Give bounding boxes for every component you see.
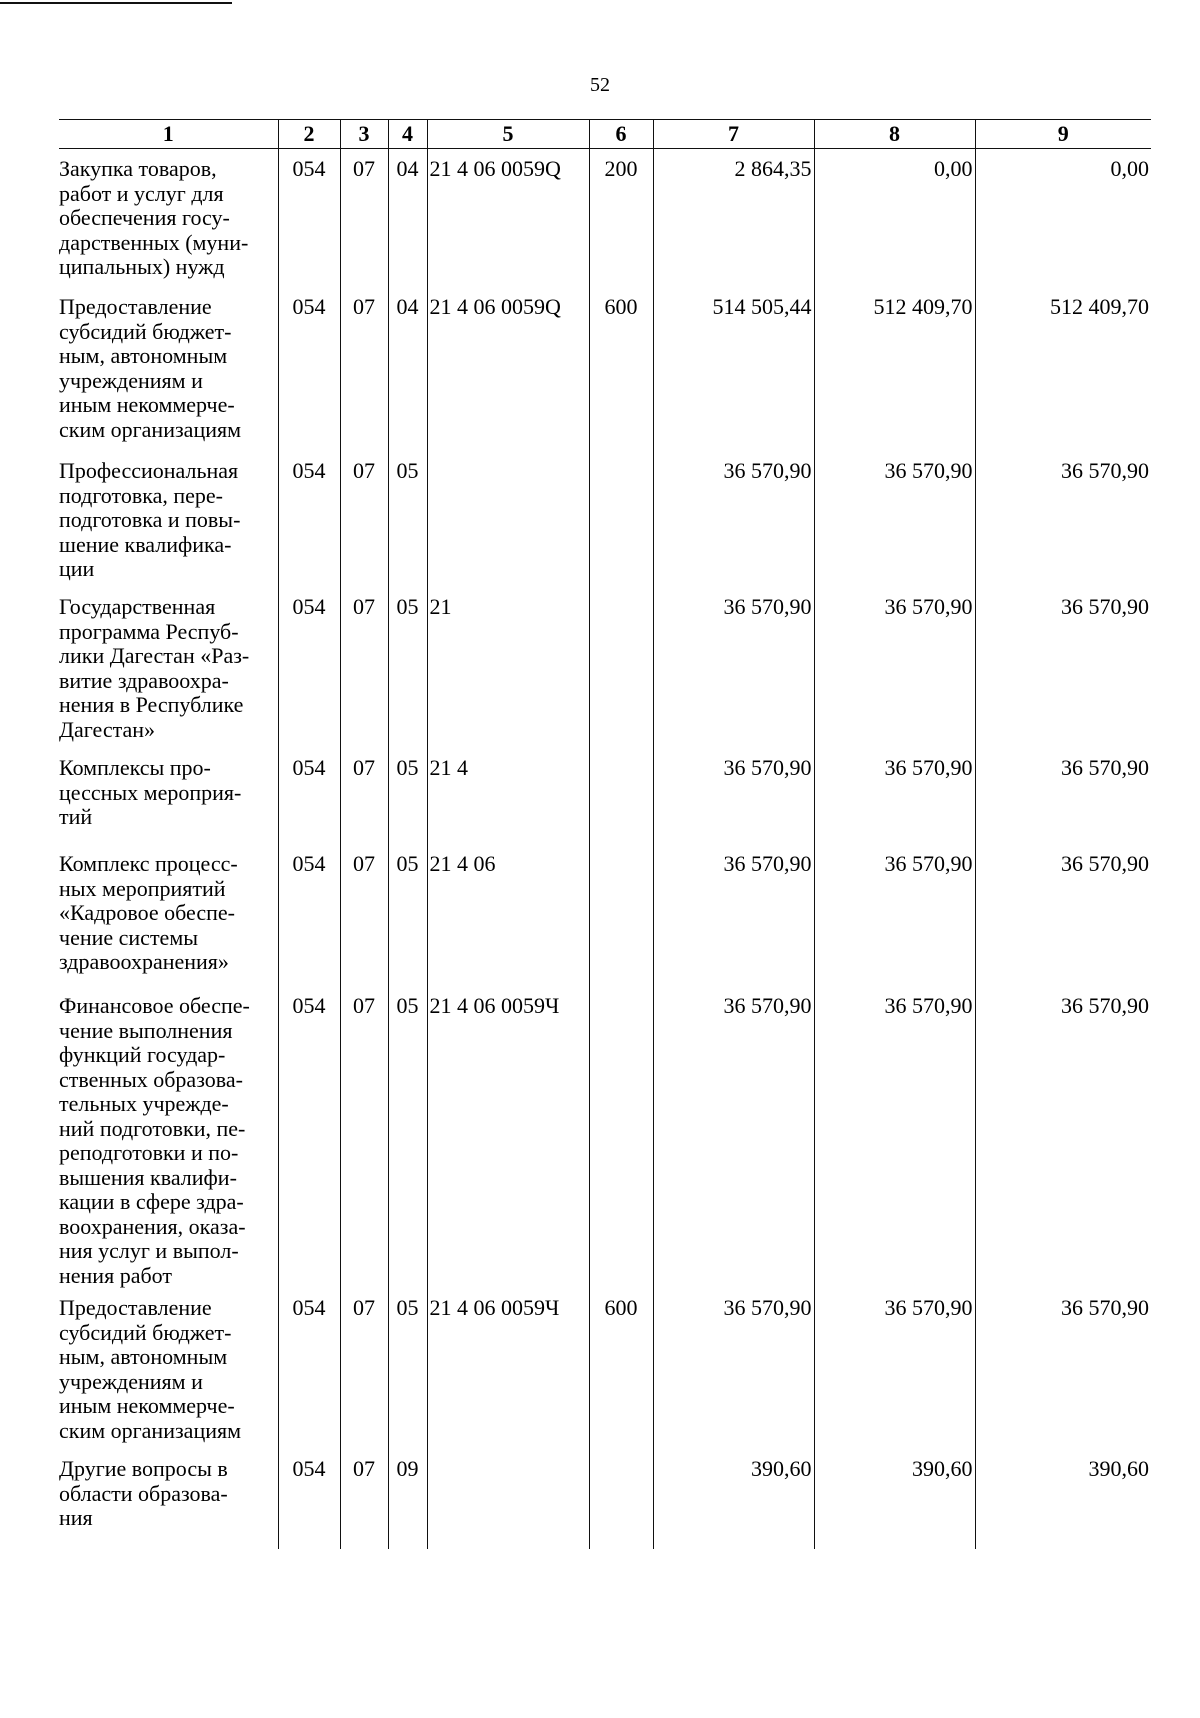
description-line: работ и услуг для <box>59 180 224 206</box>
description-line: Комплексы про- <box>59 755 211 780</box>
cell-amount-col9: 36 570,90 <box>975 986 1151 1288</box>
cell-section: 07 <box>340 986 388 1288</box>
cell-target-article: 21 4 06 0059Q <box>427 149 589 288</box>
description-line: чение системы <box>59 924 199 950</box>
description-line: тельных учрежде- <box>59 1091 229 1116</box>
description-line: кации в сфере здра- <box>59 1189 244 1214</box>
header-col-1: 1 <box>59 120 278 149</box>
header-col-2: 2 <box>278 120 340 149</box>
description-line: подготовка и повы- <box>59 507 241 532</box>
row-description <box>59 587 278 748</box>
description-line: субсидий бюджет- <box>59 1319 232 1345</box>
description-line: ний подготовки, пе- <box>59 1115 246 1141</box>
description-line: «Кадровое обеспе- <box>59 900 235 925</box>
cell-expense-type: 200 <box>589 149 653 288</box>
table-row <box>59 149 1151 288</box>
description-line: реподготовки и по- <box>59 1140 239 1165</box>
description-line: нения в Республике <box>59 692 244 717</box>
header-col-4: 4 <box>388 120 427 149</box>
cell-target-article: 21 <box>427 587 589 748</box>
description-line: воохранения, оказа- <box>59 1213 246 1239</box>
table-row <box>59 986 1151 1288</box>
table-row <box>59 451 1151 587</box>
header-col-3: 3 <box>340 120 388 149</box>
cell-expense-type: 600 <box>589 1288 653 1449</box>
table-row <box>59 1288 1151 1449</box>
cell-target-article: 21 4 06 0059Ч <box>427 986 589 1288</box>
row-description <box>59 149 278 288</box>
description-line: функций государ- <box>59 1042 226 1067</box>
description-line: ным, автономным <box>59 1344 228 1369</box>
cell-expense-type <box>589 844 653 986</box>
cell-target-article: 21 4 06 <box>427 844 589 986</box>
cell-section: 07 <box>340 451 388 587</box>
description-line: иным некоммерче- <box>59 1393 235 1418</box>
cell-subsection: 05 <box>388 844 427 986</box>
description-line: Предоставление <box>59 1295 212 1320</box>
cell-amount-col7: 36 570,90 <box>653 587 814 748</box>
table-row <box>59 587 1151 748</box>
cell-amount-col7: 2 864,35 <box>653 149 814 288</box>
cell-amount-col9: 36 570,90 <box>975 844 1151 986</box>
cell-admin-code: 054 <box>278 451 340 587</box>
cell-amount-col8: 36 570,90 <box>814 1288 975 1449</box>
cell-amount-col8: 390,60 <box>814 1449 975 1549</box>
cell-section: 07 <box>340 748 388 844</box>
description-line: Государственная <box>59 594 216 619</box>
header-col-5: 5 <box>427 120 589 149</box>
description-line: ственных образова- <box>59 1066 243 1092</box>
cell-admin-code: 054 <box>278 844 340 986</box>
description-line: Другие вопросы в <box>59 1456 228 1481</box>
cell-amount-col7: 36 570,90 <box>653 844 814 986</box>
top-corner-rule <box>0 2 232 4</box>
table-row <box>59 287 1151 451</box>
row-description <box>59 287 278 451</box>
cell-amount-col7: 36 570,90 <box>653 1288 814 1449</box>
cell-amount-col9: 390,60 <box>975 1449 1151 1549</box>
description-line: цессных мероприя- <box>59 779 242 805</box>
cell-admin-code: 054 <box>278 1449 340 1549</box>
row-description <box>59 844 278 986</box>
cell-target-article <box>427 1449 589 1549</box>
cell-amount-col8: 36 570,90 <box>814 986 975 1288</box>
cell-expense-type <box>589 748 653 844</box>
description-line: ных мероприятий <box>59 875 226 901</box>
description-line: витие здравоохра- <box>59 667 229 693</box>
description-line: обеспечения госу- <box>59 205 230 230</box>
row-description <box>59 748 278 844</box>
cell-subsection: 05 <box>388 1288 427 1449</box>
cell-amount-col9: 36 570,90 <box>975 748 1151 844</box>
row-description <box>59 451 278 587</box>
cell-subsection: 05 <box>388 748 427 844</box>
cell-amount-col9: 36 570,90 <box>975 451 1151 587</box>
cell-admin-code: 054 <box>278 748 340 844</box>
cell-subsection: 09 <box>388 1449 427 1549</box>
cell-amount-col7: 36 570,90 <box>653 451 814 587</box>
cell-amount-col9: 36 570,90 <box>975 1288 1151 1449</box>
cell-amount-col8: 512 409,70 <box>814 287 975 451</box>
cell-amount-col7: 36 570,90 <box>653 986 814 1288</box>
description-line: Профессиональная <box>59 458 239 483</box>
description-line: Финансовое обеспе- <box>59 993 250 1018</box>
table-row <box>59 844 1151 986</box>
description-line: ским организациям <box>59 1417 242 1443</box>
cell-amount-col9: 0,00 <box>975 149 1151 288</box>
cell-target-article: 21 4 <box>427 748 589 844</box>
description-line: Комплекс процесс- <box>59 851 238 876</box>
description-line: ным, автономным <box>59 343 228 368</box>
cell-subsection: 05 <box>388 451 427 587</box>
cell-amount-col9: 512 409,70 <box>975 287 1151 451</box>
cell-subsection: 04 <box>388 149 427 288</box>
cell-section: 07 <box>340 287 388 451</box>
cell-expense-type <box>589 451 653 587</box>
cell-target-article: 21 4 06 0059Ч <box>427 1288 589 1449</box>
cell-admin-code: 054 <box>278 986 340 1288</box>
cell-subsection: 05 <box>388 986 427 1288</box>
description-line: тий <box>59 804 93 829</box>
row-description <box>59 1288 278 1449</box>
description-line: субсидий бюджет- <box>59 318 232 344</box>
cell-subsection: 05 <box>388 587 427 748</box>
description-line: учреждениям и <box>59 367 203 393</box>
description-line: шение квалифика- <box>59 531 232 557</box>
description-line: лики Дагестан «Раз- <box>59 643 250 668</box>
cell-amount-col8: 36 570,90 <box>814 748 975 844</box>
cell-section: 07 <box>340 1449 388 1549</box>
cell-section: 07 <box>340 587 388 748</box>
cell-target-article <box>427 451 589 587</box>
cell-amount-col8: 36 570,90 <box>814 587 975 748</box>
table-row <box>59 748 1151 844</box>
cell-section: 07 <box>340 149 388 288</box>
cell-admin-code: 054 <box>278 1288 340 1449</box>
header-col-9: 9 <box>975 120 1151 149</box>
header-col-7: 7 <box>653 120 814 149</box>
description-line: ния услуг и выпол- <box>59 1238 239 1263</box>
description-line: чение выполнения <box>59 1017 233 1043</box>
cell-section: 07 <box>340 844 388 986</box>
cell-admin-code: 054 <box>278 287 340 451</box>
page-number: 52 <box>590 74 610 96</box>
description-line: ципальных) нужд <box>59 254 225 279</box>
cell-amount-col7: 514 505,44 <box>653 287 814 451</box>
description-line: подготовка, пере- <box>59 482 223 508</box>
description-line: нения работ <box>59 1262 172 1288</box>
description-line: учреждениям и <box>59 1368 203 1394</box>
cell-amount-col9: 36 570,90 <box>975 587 1151 748</box>
cell-amount-col7: 390,60 <box>653 1449 814 1549</box>
cell-amount-col8: 36 570,90 <box>814 451 975 587</box>
row-description <box>59 986 278 1288</box>
description-line: области образова- <box>59 1480 228 1506</box>
cell-expense-type <box>589 587 653 748</box>
cell-amount-col8: 0,00 <box>814 149 975 288</box>
description-line: ния <box>59 1505 93 1530</box>
cell-amount-col8: 36 570,90 <box>814 844 975 986</box>
row-description <box>59 1449 278 1549</box>
cell-expense-type: 600 <box>589 287 653 451</box>
cell-amount-col7: 36 570,90 <box>653 748 814 844</box>
table-row <box>59 1449 1151 1549</box>
cell-admin-code: 054 <box>278 149 340 288</box>
description-line: вышения квалифи- <box>59 1164 237 1190</box>
description-line: Дагестан» <box>59 716 156 742</box>
description-line: дарственных (муни- <box>59 229 249 255</box>
description-line: Предоставление <box>59 294 212 319</box>
budget-table <box>59 119 1151 1549</box>
cell-target-article: 21 4 06 0059Q <box>427 287 589 451</box>
description-line: здравоохранения» <box>59 949 229 974</box>
description-line: программа Респуб- <box>59 618 239 644</box>
cell-admin-code: 054 <box>278 587 340 748</box>
header-col-6: 6 <box>589 120 653 149</box>
cell-expense-type <box>589 1449 653 1549</box>
header-col-8: 8 <box>814 120 975 149</box>
description-line: иным некоммерче- <box>59 392 235 417</box>
description-line: ции <box>59 556 95 581</box>
cell-subsection: 04 <box>388 287 427 451</box>
table-header-row <box>59 120 1151 149</box>
description-line: Закупка товаров, <box>59 156 217 181</box>
cell-section: 07 <box>340 1288 388 1449</box>
description-line: ским организациям <box>59 416 242 442</box>
cell-expense-type <box>589 986 653 1288</box>
